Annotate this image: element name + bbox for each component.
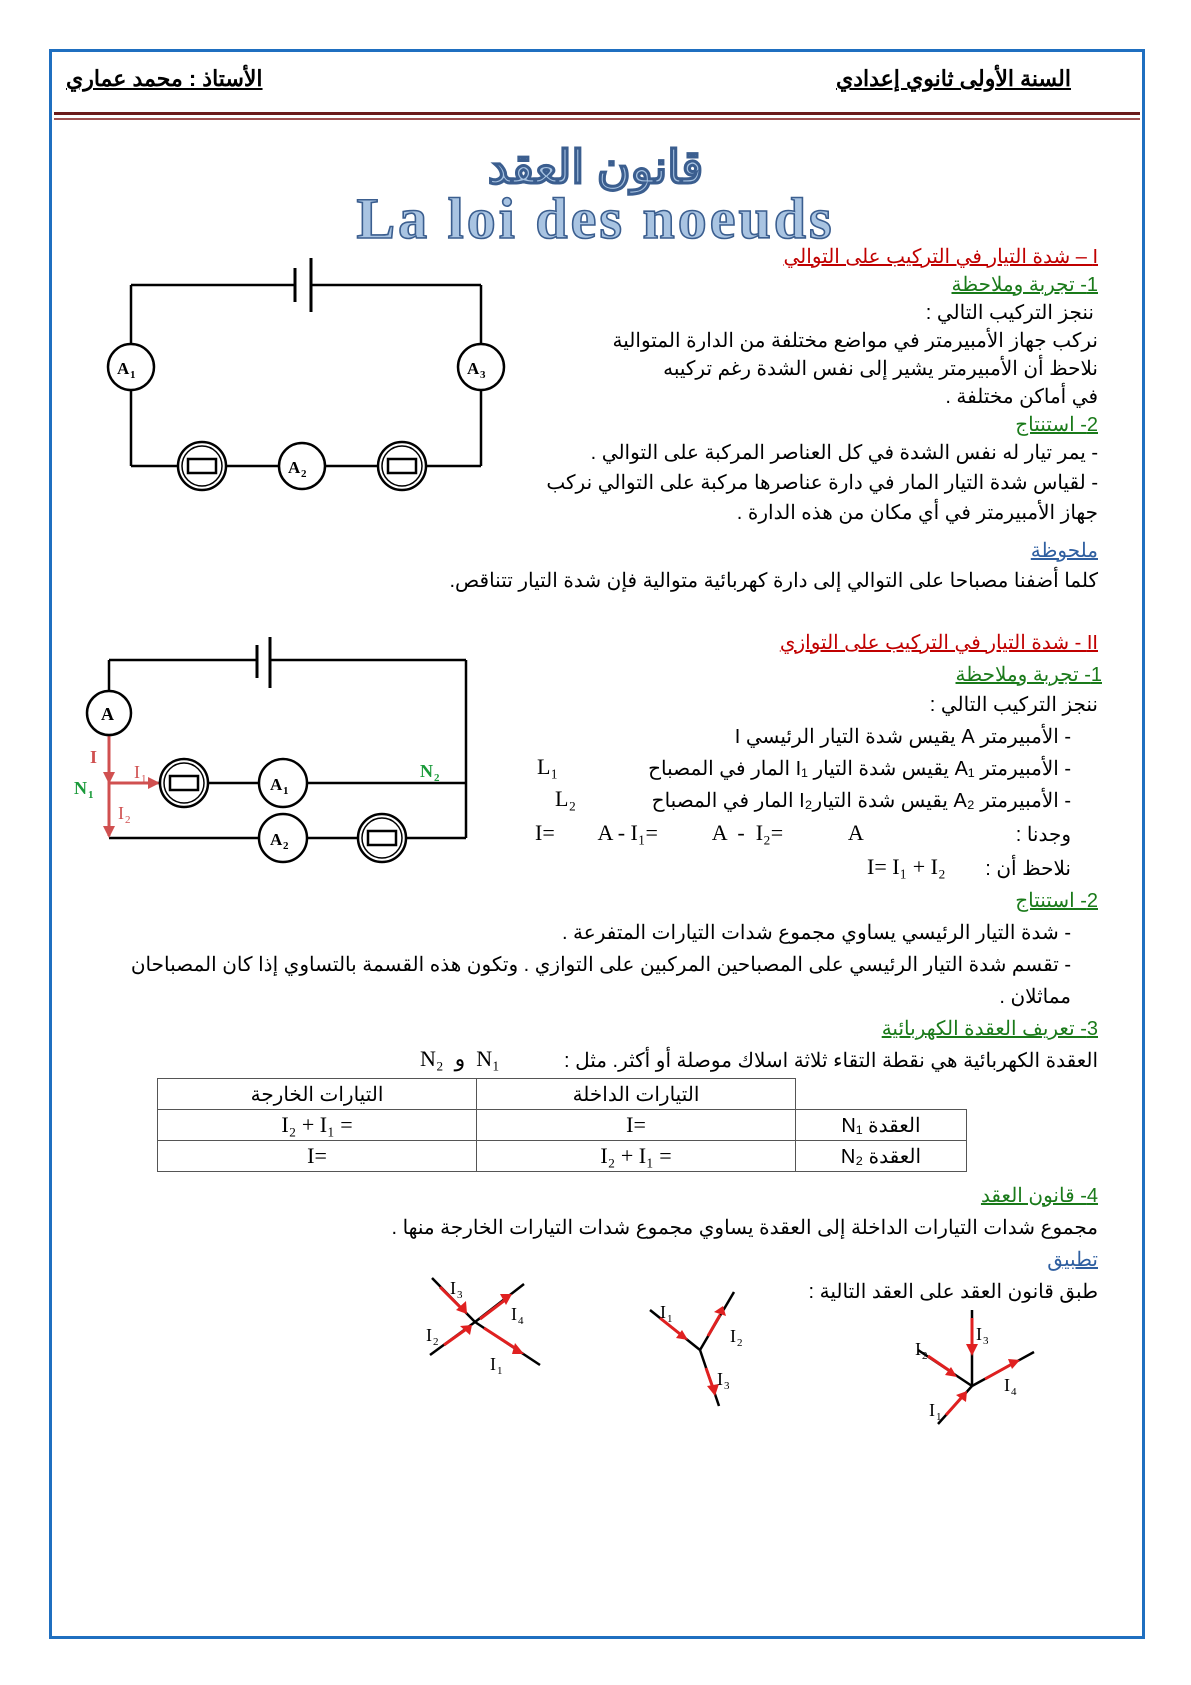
ammeter-a1-sub: 1 [130,369,136,381]
node-exercise-b [650,1292,743,1406]
node-a-i3-sub: 3 [457,1289,463,1301]
teacher-label: الأستاذ : محمد عماري [66,66,263,91]
current-i2-sub: 2 [125,814,131,826]
table-header-cell: التيارات الخارجة [158,1079,477,1110]
node-b-i3-sub: 3 [724,1380,730,1392]
ammeter-a2-label: A [270,830,283,849]
current-i2-label: I [118,803,124,823]
part1-concl-line: - يمر تيار له نفس الشدة في كل العناصر المركبة على التوالي . [590,442,1098,464]
node-def-heading: 3- تعريف العقدة الكهربائية [881,1018,1098,1040]
table-header-cell [796,1079,967,1110]
part2-line-a1: - الأمبيرمتر A₁ يقيس شدة التيار I₁ المار في المصباح [648,758,1071,780]
part1-note-heading: ملحوظة [1030,540,1098,562]
part1-note-text: كلما أضفنا مصباحا على التوالي إلى دارة كهربائية متوالية فإن شدة التيار تتناقص. [449,570,1098,592]
node-b-i2-sub: 2 [737,1337,743,1349]
lamp-l1-label: L₁ [537,754,559,779]
table-cell: I= [477,1110,796,1141]
node-a-i3: I [450,1278,456,1298]
lamp-icon [378,442,426,490]
part1-concl-line: جهاز الأمبيرمتر في أي مكان من هذه الدارة . [736,502,1098,524]
table-cell: العقدة N₁ [796,1110,967,1141]
node-a-i1-sub: 1 [497,1365,503,1377]
ammeter-a1-label: A [270,775,283,794]
node-currents-table [157,1078,967,1172]
ammeter-a2 [259,814,307,862]
ammeter-a1-label: A [117,359,130,378]
parallel-circuit [74,637,466,862]
part2-line-a: - الأمبيرمتر A يقيس شدة التيار الرئيسي I [734,726,1071,748]
ammeter-a2-sub: 2 [283,840,289,852]
node-n1-sub: 1 [88,789,94,801]
part2-concl-line: - شدة التيار الرئيسي يساوي مجموع شدات التيارات المتفرعة . [561,922,1071,944]
current-i-label: I [90,747,98,767]
part1-concl-line: - لقياس شدة التيار المار في دارة عناصرها مركبة على التوالي نركب [546,472,1098,494]
current-i1-sub: 1 [141,773,147,785]
node-n2-label: N [420,761,433,781]
part2-heading: II - شدة التيار في التركيب على التوازي [779,632,1098,654]
node-a-i4: I [511,1304,517,1324]
part2-concl-heading: 2- استنتاج [1015,890,1098,912]
node-b-i1: I [660,1302,666,1322]
title-arabic: قانون العقد [487,141,704,193]
ammeter-a1 [108,344,154,390]
node-exercise-a [426,1278,540,1377]
node-c-i2: I [915,1339,921,1359]
observe-label: نلاحظ أن : [985,858,1071,880]
node-c-i2-sub: 2 [922,1350,928,1362]
lamp-icon [178,442,226,490]
ammeter-a3-sub: 3 [480,369,486,381]
part2-intro: ننجز التركيب التالي : [929,694,1098,716]
ammeter-a2 [279,443,325,489]
table-row [158,1110,967,1141]
node-c-i3-sub: 3 [983,1335,989,1347]
law-text: مجموع شدات التيارات الداخلة إلى العقدة يساوي مجموع شدات التيارات الخارجة منها . [391,1217,1098,1239]
found-values: I= A - I₁= A - I₂= A [535,820,864,845]
node-c-i1: I [929,1400,935,1420]
table-row [158,1141,967,1172]
part1-exp-heading: 1- تجربة وملاحظة [951,274,1098,296]
part1-exp-line: نلاحظ أن الأمبيرمتر يشير إلى نفس الشدة رغم تركيبه [663,358,1098,380]
grade-label: السنة الأولى ثانوي إعدادي [836,66,1071,91]
ammeter-a3 [458,344,504,390]
node-b-i1-sub: 1 [667,1313,673,1325]
table-cell: العقدة N₂ [796,1141,967,1172]
node-n2-sub: 2 [434,772,440,784]
part1-exp-line: ننجز التركيب التالي : [925,302,1094,324]
ammeter-a2-label: A [288,458,301,477]
node-a-i2: I [426,1325,432,1345]
part2-line-a2: - الأمبيرمتر A₂ يقيس شدة التيارI₂ المار في المصباح [651,790,1071,812]
ammeter-a3-label: A [467,359,480,378]
part1-exp-line: في أماكن مختلفة . [945,386,1098,408]
table-header-row [158,1079,967,1110]
node-b-i2: I [730,1326,736,1346]
part1-concl-heading: 2- استنتاج [1015,414,1098,436]
lamp-icon [160,759,208,807]
table-cell: I₂ + I₁ = [477,1141,796,1172]
node-a-i1: I [490,1354,496,1374]
node-a-i4-sub: 4 [518,1315,524,1327]
node-examples: N₂ و N₁ [420,1046,500,1071]
ammeter-a1-sub: 1 [283,785,289,797]
node-c-i3: I [976,1324,982,1344]
node-c-i1-sub: 1 [936,1411,942,1423]
node-b-i3: I [717,1369,723,1389]
node-n1-label: N [74,778,87,798]
node-a-i2-sub: 2 [433,1336,439,1348]
part2-concl-line: - تقسم شدة التيار الرئيسي على المصباحين المركبين على التوازي . وتكون هذه القسمة بالتساوي إذا كان المصباحان [130,954,1071,976]
node-def-text: العقدة الكهربائية هي نقطة التقاء ثلاثة اسلاك موصلة أو أكثر. مثل : [563,1050,1098,1072]
ammeter-a2-sub: 2 [301,468,307,480]
table-cell: I= [158,1141,477,1172]
table-header-cell: التيارات الداخلة [477,1079,796,1110]
found-label: وجدنا : [1015,824,1071,846]
title-french: La loi des noeuds [356,186,835,251]
application-text: طبق قانون العقد على العقد التالية : [808,1281,1098,1303]
observe-formula: I= I₁ + I₂ [867,854,946,879]
part1-heading: I – شدة التيار في التركيب على التوالي [783,246,1098,268]
current-i1-label: I [134,762,140,782]
part2-exp-heading: 1- تجربة وملاحظة [955,664,1102,686]
law-heading: 4- قانون العقد [980,1185,1098,1207]
ammeter-a-label: A [101,704,114,724]
part1-exp-line: نركب جهاز الأمبيرمتر في مواضع مختلفة من الدارة المتوالية [612,330,1098,352]
lamp-l2-label: L₂ [555,786,577,811]
application-heading: تطبيق [1047,1249,1098,1271]
ammeter-a1 [259,759,307,807]
table-cell: I₂ + I₁ = [158,1110,477,1141]
lamp-icon [358,814,406,862]
node-c-i4-sub: 4 [1011,1386,1017,1398]
part2-concl-line: مماثلان . [999,986,1071,1008]
node-exercise-c [915,1310,1034,1424]
node-c-i4: I [1004,1375,1010,1395]
